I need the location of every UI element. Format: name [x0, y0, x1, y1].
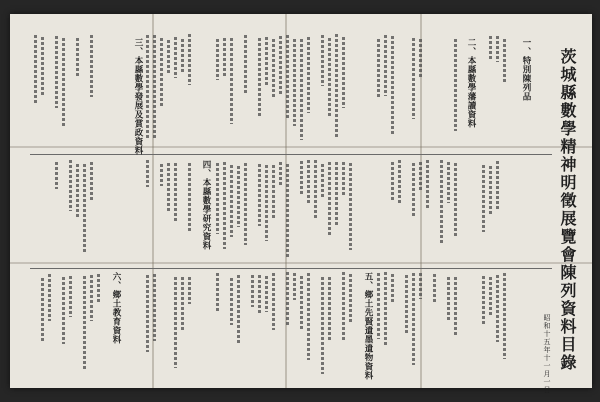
entry-text-line	[412, 163, 415, 217]
entry-text-line	[377, 39, 380, 99]
document-date: 昭和十五年十一月一日	[543, 314, 551, 394]
fold-crease	[10, 262, 592, 264]
entry-text-line	[328, 162, 331, 237]
entry-text-line	[426, 160, 429, 209]
entry-text-line	[447, 277, 450, 321]
entry-text-line	[265, 37, 268, 85]
entry-text-line	[265, 276, 268, 313]
entry-text-line	[286, 164, 289, 258]
entry-text-line	[391, 36, 394, 134]
entry-text-line	[279, 36, 282, 94]
catalogue-sheet	[10, 14, 592, 394]
entry-text-line	[90, 35, 93, 97]
section-heading-6: 六、鄉土教育資料	[111, 272, 121, 344]
entry-text-line	[377, 273, 380, 339]
entry-text-line	[223, 38, 226, 79]
entry-text-line	[181, 39, 184, 72]
entry-text-line	[384, 35, 387, 96]
entry-text-line	[258, 38, 261, 117]
entry-text-line	[216, 39, 219, 80]
entry-text-line	[146, 275, 149, 352]
section-heading-3: 三、本縣數學發展及賞政資料	[133, 38, 143, 155]
entry-text-line	[230, 278, 233, 325]
entry-text-line	[251, 275, 254, 307]
entry-text-line	[496, 161, 499, 212]
entry-text-line	[160, 164, 163, 186]
entry-text-line	[216, 273, 219, 312]
entry-text-line	[307, 37, 310, 113]
entry-text-line	[398, 160, 401, 205]
entry-text-line	[384, 272, 387, 346]
entry-text-line	[391, 274, 394, 303]
entry-text-line	[489, 166, 492, 215]
entry-text-line	[244, 163, 247, 245]
entry-text-line	[90, 162, 93, 202]
entry-text-line	[216, 163, 219, 234]
entry-text-line	[181, 277, 184, 332]
entry-text-line	[188, 163, 191, 233]
entry-text-line	[342, 162, 345, 195]
entry-text-line	[307, 160, 310, 204]
entry-text-line	[314, 160, 317, 219]
entry-text-line	[321, 35, 324, 86]
entry-text-line	[335, 162, 338, 227]
entry-text-line	[34, 35, 37, 104]
entry-text-line	[69, 276, 72, 317]
entry-text-line	[489, 36, 492, 61]
entry-text-line	[146, 160, 149, 186]
entry-text-line	[335, 34, 338, 137]
entry-text-line	[230, 38, 233, 124]
entry-text-line	[307, 273, 310, 360]
entry-text-line	[265, 165, 268, 241]
document-title: 茨城縣數學精神明徵展覽會陳列資料目錄	[558, 48, 577, 372]
entry-text-line	[349, 163, 352, 250]
entry-text-line	[300, 276, 303, 329]
entry-text-line	[419, 273, 422, 299]
entry-text-line	[391, 162, 394, 201]
entry-text-line	[167, 163, 170, 211]
entry-text-line	[76, 38, 79, 78]
entry-text-line	[286, 35, 289, 120]
entry-text-line	[412, 38, 415, 119]
entry-text-line	[41, 278, 44, 343]
entry-text-line	[272, 273, 275, 331]
entry-text-line	[279, 162, 282, 186]
entry-text-line	[349, 274, 352, 323]
entry-text-line	[482, 276, 485, 324]
entry-text-line	[433, 274, 436, 303]
entry-text-line	[258, 164, 261, 226]
entry-text-line	[62, 277, 65, 345]
entry-text-line	[405, 275, 408, 333]
entry-text-line	[419, 162, 422, 190]
entry-text-line	[342, 272, 345, 339]
section-heading-5: 五、鄉土先賢遺墨遺物資料	[363, 272, 373, 380]
entry-text-line	[167, 40, 170, 75]
entry-text-line	[328, 38, 331, 118]
entry-text-line	[48, 274, 51, 321]
entry-text-line	[272, 165, 275, 218]
entry-text-line	[503, 39, 506, 85]
entry-text-line	[55, 36, 58, 107]
entry-text-line	[244, 35, 247, 94]
entry-text-line	[55, 162, 58, 188]
entry-text-line	[412, 273, 415, 366]
entry-text-line	[503, 273, 506, 360]
section-heading-1: 一、特別陳列品	[521, 38, 531, 101]
entry-text-line	[69, 160, 72, 211]
entry-text-line	[440, 160, 443, 244]
entry-text-line	[328, 277, 331, 341]
entry-text-line	[188, 277, 191, 304]
section-heading-2: 二、本縣數學藩讀資料	[466, 38, 476, 128]
entry-text-line	[321, 164, 324, 198]
entry-text-line	[174, 163, 177, 223]
entry-text-line	[153, 35, 156, 138]
entry-text-line	[174, 37, 177, 77]
entry-text-line	[83, 276, 86, 370]
entry-text-line	[237, 166, 240, 227]
section-heading-4: 四、本縣數學研究資料	[201, 160, 211, 250]
entry-text-line	[76, 164, 79, 218]
fold-crease	[10, 146, 592, 148]
entry-text-line	[482, 165, 485, 232]
entry-text-line	[496, 275, 499, 342]
entry-text-line	[237, 275, 240, 342]
entry-text-line	[300, 39, 303, 140]
entry-text-line	[419, 39, 422, 79]
entry-text-line	[230, 165, 233, 238]
entry-text-line	[83, 164, 86, 254]
entry-text-line	[272, 39, 275, 97]
tier-divider	[30, 154, 552, 155]
tier-divider	[30, 268, 552, 269]
entry-text-line	[174, 277, 177, 368]
entry-text-line	[223, 162, 226, 248]
entry-text-line	[454, 39, 457, 131]
entry-text-line	[454, 163, 457, 238]
entry-text-line	[41, 37, 44, 96]
entry-text-line	[188, 34, 191, 84]
entry-text-line	[160, 38, 163, 106]
entry-text-line	[447, 162, 450, 203]
entry-text-line	[258, 275, 261, 314]
entry-text-line	[293, 273, 296, 301]
entry-text-line	[293, 39, 296, 126]
entry-text-line	[146, 35, 149, 139]
entry-text-line	[286, 272, 289, 327]
entry-text-line	[489, 277, 492, 316]
entry-text-line	[496, 36, 499, 62]
entry-text-line	[97, 274, 100, 304]
entry-text-line	[153, 274, 156, 341]
entry-text-line	[90, 275, 93, 321]
entry-text-line	[300, 161, 303, 194]
entry-text-line	[342, 37, 345, 108]
entry-text-line	[321, 277, 324, 374]
entry-text-line	[62, 38, 65, 126]
entry-text-line	[454, 277, 457, 337]
